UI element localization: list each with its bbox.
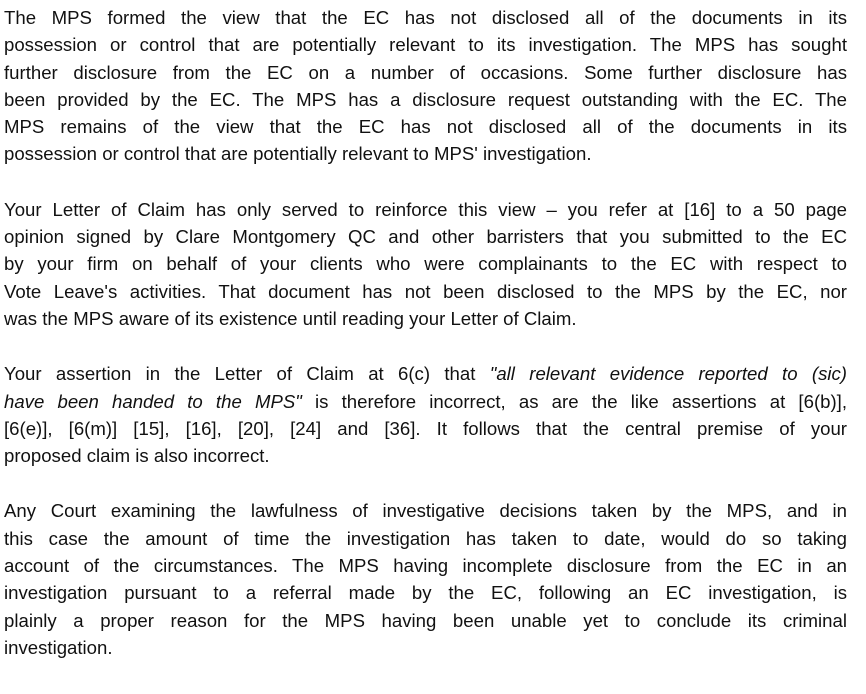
quoted-text: "all relevant evidence reported to (sic): [489, 363, 848, 385]
text-line: Vote Leave's activities. That document has not been disclosed to the MPS by the EC, nor: [4, 280, 847, 302]
paragraph-assertion: [4, 360, 847, 469]
quoted-text: have been handed to the MPS": [4, 390, 302, 412]
text-line: [6(e)], [6(m)] [15], [16], [20], [24] and [36]. It follows that the central premise of your: [4, 417, 847, 439]
text-line: further disclosure from the EC on a number of occasions. Some further disclosure has: [4, 61, 847, 83]
text-line: account of the circumstances. The MPS having incomplete disclosure from the EC in an: [4, 555, 847, 577]
text-line: this case the amount of time the investigation has taken to date, would do so taking: [4, 527, 847, 549]
text-run: is therefore incorrect, as are the like assertions at [6(b)],: [301, 390, 847, 412]
text-line: investigation pursuant to a referral made by the EC, following an EC investigation, is: [4, 582, 847, 604]
text-line: opinion signed by Clare Montgomery QC and other barristers that you submitted to the EC: [4, 226, 847, 248]
text-line: plainly a proper reason for the MPS having been unable yet to conclude its criminal: [4, 609, 847, 631]
text-line: [4, 388, 847, 415]
text-line: Your Letter of Claim has only served to reinforce this view – you refer at [16] to a 50 page: [4, 198, 847, 220]
paragraph-disclosure-view: [4, 4, 847, 168]
text-run: Your assertion in the Letter of Claim at 6(c) that: [4, 363, 490, 385]
text-line: been provided by the EC. The MPS has a disclosure request outstanding with the EC. The: [4, 88, 847, 110]
text-line: The MPS formed the view that the EC has not disclosed all of the documents in its: [4, 7, 847, 28]
paragraph-court: [4, 497, 847, 661]
text-line: proposed claim is also incorrect.: [4, 445, 270, 467]
text-line: MPS remains of the view that the EC has not disclosed all of the documents in its: [4, 116, 847, 138]
text-line: investigation.: [4, 636, 113, 658]
paragraph-letter-of-claim: [4, 196, 847, 332]
text-line: Any Court examining the lawfulness of investigative decisions taken by the MPS, and in: [4, 500, 847, 522]
text-line: by your firm on behalf of your clients who were complainants to the EC with respect to: [4, 253, 847, 275]
text-line: possession or control that are potentially relevant to MPS' investigation.: [4, 143, 592, 165]
text-line: was the MPS aware of its existence until reading your Letter of Claim.: [4, 307, 577, 329]
text-line: possession or control that are potentially relevant to its investigation. The MPS has sought: [4, 34, 847, 56]
text-line: [4, 360, 847, 387]
